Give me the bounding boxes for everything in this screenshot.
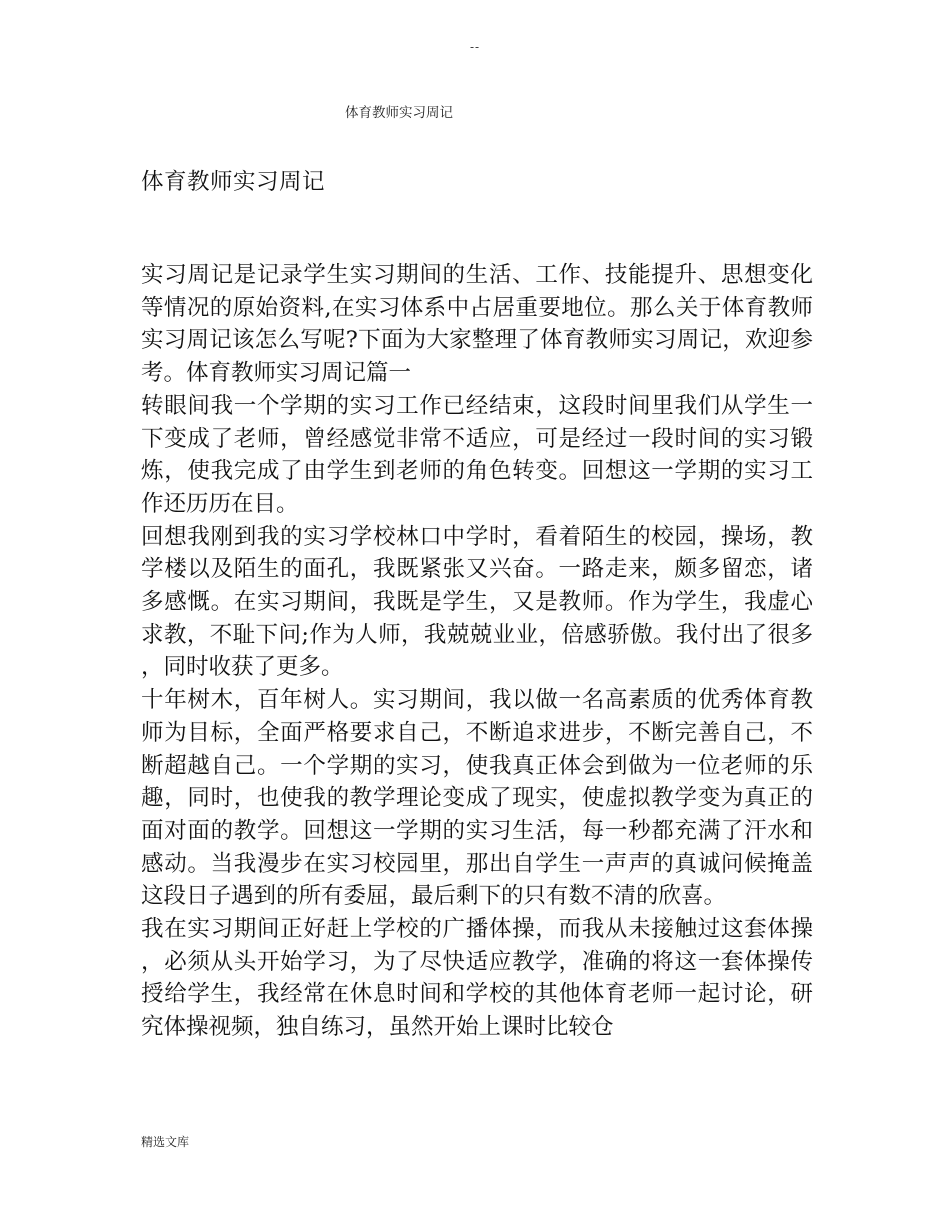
paragraph-broadcast-exercise: 我在实习期间正好赶上学校的广播体操，而我从未接触过这套体操，必须从头开始学习，为了尽快适应教学，准确的将这一套体操传授给学生，我经常在休息时间和学校的其他体育老师一起讨论，研究体操视频，独自练习，虽然开始上课时比较仓 xyxy=(141,916,813,1041)
paragraph-goals: 十年树木，百年树人。实习期间，我以做一名高素质的优秀体育教师为目标，全面严格要求自己，不断追求进步，不断完善自己，不断超越自己。一个学期的实习，使我真正体会到做为一位老师的乐趣，同时，也使我的教学理论变成了现实，使虚拟教学变为真正的面对面的教学。回想这一学期的实习生活，每一秒都充满了汗水和感动。当我漫步在实习校园里，那出自学生一声声的真诚问候掩盖这段日子遇到的所有委屈，最后剩下的只有数不清的欣喜。 xyxy=(141,687,813,910)
paragraph-turning-point: 转眼间我一个学期的实习工作已经结束，这段时间里我们从学生一下变成了老师，曾经感觉非常不适应，可是经过一段时间的实习锻炼，使我完成了由学生到老师的角色转变。回想这一学期的实习工作还历历在目。 xyxy=(141,392,813,517)
document-body xyxy=(141,259,813,1071)
paragraph-intro: 实习周记是记录学生实习期间的生活、工作、技能提升、思想变化等情况的原始资料,在实习体系中占居重要地位。那么关于体育教师实习周记该怎么写呢?下面为大家整理了体育教师实习周记，欢迎参考。体育教师实习周记篇一 xyxy=(141,262,813,387)
paragraph-arrival: 回想我刚到我的实习学校林口中学时，看着陌生的校园，操场，教学楼以及陌生的面孔，我既紧张又兴奋。一路走来，颇多留恋，诸多感慨。在实习期间，我既是学生，又是教师。作为学生，我虚心求教，不耻下问;作为人师，我兢兢业业，倍感骄傲。我付出了很多，同时收获了更多。 xyxy=(141,523,813,681)
running-header-title: 体育教师实习周记 xyxy=(345,105,453,121)
page-mark: -- xyxy=(469,40,481,54)
document-title: 体育教师实习周记 xyxy=(141,169,326,195)
footer-label: 精选文库 xyxy=(141,1135,190,1149)
